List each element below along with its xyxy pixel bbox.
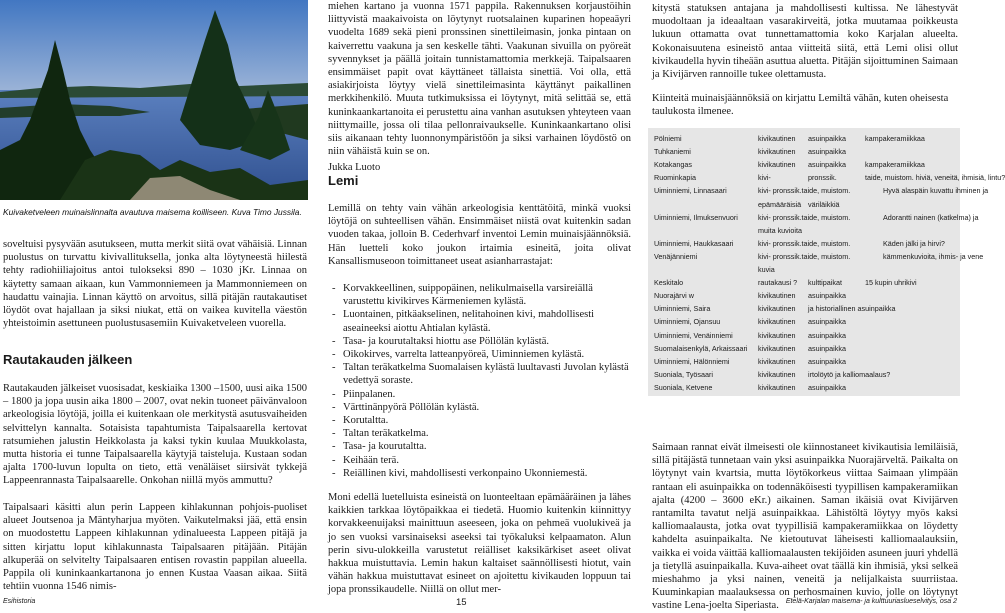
site-name: Ruominkapia bbox=[654, 173, 696, 183]
site-period: kivi- pronssik.taide, muistom. bbox=[758, 186, 851, 196]
footer-publication-title: Etelä-Karjalan maisema- ja kulttuuriaslueselvitys, osa 2 bbox=[785, 598, 957, 605]
site-note: kampakeramiikkaa bbox=[865, 160, 925, 170]
site-period: rautakausi ? bbox=[758, 278, 798, 288]
site-period: epämääräisiä bbox=[758, 199, 802, 209]
author-name: Jukka Luoto bbox=[328, 162, 381, 173]
site-period: kivi- pronssik.taide, muistom. bbox=[758, 238, 851, 248]
list-item bbox=[328, 388, 631, 401]
site-name: Nuorajärvi w bbox=[654, 291, 694, 301]
site-name: Tuhkaniemi bbox=[654, 147, 691, 157]
site-name: Uiminniemi, Ilmuksenvuori bbox=[654, 212, 738, 222]
paragraph: Moni edellä luetelluista esineistä on luonteeltaan epämääräinen ja lähes kaikkien tarkkaa löytöpaikkaa ei tiedetä. Huomio kuitenkin kiinnittyy korvakkeenuijaksi mainittuun aseeseen, joka on pehmeä vuolukiveä ja jo sen vuoksi varsinaiseksi aseeksi tai työkaluksi kelpaamaton. Alun perin sivu-ulokkeilla varustetut reiälliset kaksikärkiset aseet olivat hakkua muistuttavia. Lemin hakun kaltaiset saännöllisesti hiotut, vain vähän hakkua muistuttavat esineet on ajoitettu kivikauden loppuun tai jopa pronssikaudelle. Niillä on ollut mer- bbox=[328, 492, 631, 596]
list-dash: - bbox=[332, 428, 336, 440]
site-period: muita kuvioita bbox=[758, 225, 802, 235]
list-dash: - bbox=[332, 309, 336, 321]
list-item bbox=[328, 440, 631, 453]
site-name: Uiminniemi, Linnasaari bbox=[654, 186, 727, 196]
site-period: kivikautinen bbox=[758, 147, 796, 157]
paragraph: Taipalsaari käsitti alun perin Lappeen kihlakunnan pohjois-puoliset alueet Joutsenoa ja Mäntyharjua myöten. Vaikutelmaksi jää, että ensin on muodostettu Lappeen kihlakunnan ydinalueesta Lappeen pitäjä ja sitten kirjattu loput kihlakunnasta Taipalsaaren pitäjään. Pitäjän alkuperää on selvitelty Taipalsaaren entisen rovastin pappilan alueella. Pappila oli kuninkaankartanona jo ennen Kustaa Vaasan aikaa. Siitä tehtiin vuonna 1546 nimis- bbox=[3, 502, 307, 593]
list-item-text: Tasa- ja kourutaltaksi hiottu ase Pöllölän kylästä. bbox=[343, 335, 550, 347]
list-item-text: Värttinänpyörä Pöllölän kylästä. bbox=[343, 401, 480, 413]
footer-section-name: Esihistoria bbox=[3, 598, 36, 605]
list-item bbox=[328, 401, 631, 414]
site-type: ja historiallinen asuinpaikka bbox=[808, 304, 896, 314]
site-note: Adorantti nainen (katkelma) ja bbox=[883, 212, 979, 222]
site-note: kämmenkuvioita, ihmis- ja vene bbox=[883, 251, 984, 261]
site-type: pronssik. bbox=[808, 173, 837, 183]
site-note: taide, muistom. hiviä, veneitä, ihmisiä, lintu? bbox=[865, 173, 1005, 183]
site-name: Uiminniemi, Saira bbox=[654, 304, 711, 314]
list-dash: - bbox=[332, 467, 336, 479]
site-period: kivikautinen bbox=[758, 291, 796, 301]
site-period: kuvia bbox=[758, 265, 775, 274]
site-period: kivikautinen bbox=[758, 160, 796, 170]
lake-landscape-image bbox=[0, 0, 308, 200]
list-item-text: Taltan teräkatkelma. bbox=[343, 428, 429, 440]
site-type: asuinpaikka bbox=[808, 317, 846, 327]
list-item bbox=[328, 467, 631, 480]
list-item bbox=[328, 348, 631, 361]
list-item bbox=[328, 414, 631, 427]
list-dash: - bbox=[332, 401, 336, 413]
site-type: irtolöytö ja kalliomaalaus? bbox=[808, 369, 891, 379]
site-note: Käden jälki ja hirvi? bbox=[883, 238, 945, 248]
list-item bbox=[328, 427, 631, 440]
site-period: kivikautinen bbox=[758, 369, 796, 379]
list-item bbox=[328, 454, 631, 467]
site-period: kivikautinen bbox=[758, 356, 796, 366]
site-type: asuinpaikka bbox=[808, 356, 846, 366]
site-period: kivikautinen bbox=[758, 382, 796, 392]
paragraph: kitystä statuksen antajana ja mahdollisesti kultissa. Ne lähestyvät muodoltaan ja ideaaltaan vasarakirveitä, jotka muutamaa poikkeusta lukuun ottamatta ovat tunnettamattomia koko Karjalan alueelta. Kokonaisuutena esineistö antaa viitteitä siitä, että Lemi olisi ollut kivikaudella hyvin tiheään asuttua aluetta. Pitäjän sijoittuminen Saimaan ja Kivijärven rannoille tukee olettamusta. bbox=[652, 3, 958, 81]
list-dash: - bbox=[332, 441, 336, 453]
paragraph: Rautakauden jälkeiset vuosisadat, keskiaika 1300 –1500, uusi aika 1500 – 1800 ja jopa uusin aika 1800 – 2007, ovat nekin tuoneet päivänvaloon arkeologisia löytöjä, joilla ei kuitenkaan ole merkitystä asutusvaiheiden selvittelyn kannalta. Sotaisista tapahtumista Taipalsaarella kertovat ratsumiehen jalustin Heikkolasta ja kaksi tykin kuulaa Muukkolasta, mutta historia ei tunne Taipalsaarella käytyjä taisteluja. Kustaan sodan ajalta 1700-luvun lopulta on tieto, että venäläiset siirsivät tykkejä Lappeenrannasta Taipalsaarelle. Onkohan niillä myös ammuttu? bbox=[3, 383, 307, 487]
list-dash: - bbox=[332, 349, 336, 361]
list-item bbox=[328, 308, 631, 334]
findings-list bbox=[328, 282, 631, 480]
paragraph: Kiinteitä muinaisjäännöksiä on kirjattu Lemiltä vähän, kuten oheisesta taulukosta ilmenee. bbox=[652, 93, 949, 118]
site-type: asuinpaikka bbox=[808, 382, 846, 392]
site-name: Suomalaisenkylä, Arkaissaari bbox=[654, 343, 748, 353]
site-period: kivi- pronssik.taide, muistom. bbox=[758, 251, 851, 261]
paragraph: Lemillä on tehty vain vähän arkeologisia kenttätöitä, minkä vuoksi löytöjä on suhteellisen vähän. Ensimmäiset niistä ovat kuitenkin sadan vuoden takaa, jolloin B. Cederhvarf inventoi Lemin muinaisjäännöksiä. Hän luetteli koko joukon irtaimia esineitä, joita olivat Kansallismuseoon toimittaneet useat asianharrastajat: bbox=[328, 203, 631, 267]
list-item-text: Reiällinen kivi, mahdollisesti verkonpaino Ukonniemestä. bbox=[343, 467, 588, 479]
site-note: Hyvä alaspäin kuvattu ihminen ja bbox=[883, 186, 989, 196]
site-name: Venäjänniemi bbox=[654, 251, 698, 261]
site-type: asuinpaikka bbox=[808, 330, 846, 340]
list-item-text: Korvakkeellinen, suippopäinen, nelikulmaisella varsireiällä varustettu kivikirves Kärmeniemen kylästä. bbox=[343, 283, 593, 308]
list-item-text: Tasa- ja kourutaltta. bbox=[343, 441, 427, 453]
site-type: väriläikkiä bbox=[808, 199, 840, 209]
list-item-text: Taltan teräkatkelma Suomalaisen kylästä luultavasti Juvolan kylästä vedettyä soraste. bbox=[343, 362, 629, 387]
site-note: kampakeramiikkaa bbox=[865, 134, 925, 143]
site-name: Suoniala, Ketvene bbox=[654, 382, 713, 392]
list-item bbox=[328, 282, 631, 308]
site-period: kivikautinen bbox=[758, 330, 796, 340]
list-item-text: Keihään terä. bbox=[343, 454, 399, 466]
site-period: kivi- bbox=[758, 173, 771, 183]
list-dash: - bbox=[332, 335, 336, 347]
site-type: asuinpaikka bbox=[808, 343, 846, 353]
site-type: asuinpaikka bbox=[808, 160, 846, 170]
list-dash: - bbox=[332, 388, 336, 400]
section-heading-rautakauden-jalkeen: Rautakauden jälkeen bbox=[3, 352, 133, 367]
photo-caption: Kuivaketveleen muinaislinnalta avautuva maisema koilliseen. Kuva Timo Jussila. bbox=[3, 207, 302, 217]
list-item-text: Korutaltta. bbox=[343, 415, 389, 427]
page-number: 15 bbox=[456, 597, 467, 608]
site-type: asuinpaikka bbox=[808, 291, 846, 301]
site-period: kivikautinen bbox=[758, 343, 796, 353]
site-name: Pölniemi bbox=[654, 134, 682, 143]
site-name: Suoniala, Työsaari bbox=[654, 369, 714, 379]
site-note: 15 kupin uhrikivi bbox=[865, 278, 917, 288]
list-dash: - bbox=[332, 415, 336, 427]
list-item-text: Oikokirves, varrelta latteanpyöreä, Uiminniemen kylästä. bbox=[343, 349, 585, 361]
list-dash: - bbox=[332, 454, 336, 466]
site-name: Uiminniemi, Haukkasaari bbox=[654, 238, 734, 248]
site-period: kivikautinen bbox=[758, 317, 796, 327]
list-item bbox=[328, 335, 631, 348]
list-dash: - bbox=[332, 283, 336, 294]
site-period: kivi- pronssik.taide, muistom. bbox=[758, 212, 851, 222]
site-name: Kotakangas bbox=[654, 160, 692, 170]
site-name: Uiminniemi, Ojansuu bbox=[654, 317, 721, 327]
sites-table bbox=[648, 128, 1005, 396]
site-type: asuinpaikka bbox=[808, 147, 846, 157]
paragraph: soveltuisi pysyvään asutukseen, mutta merkit siitä ovat vähäisiä. Linnan puolustus on turvattu kivivallituksella, jonka alta löytyneestä hiilestä tehty radiohiiliajoitus antoi tulokseksi 890 – 1030 jKr. Linnaa on käytetty samaan aikaan, kun Vammonniemeen ja Mammonniemeen on haudattu vainajia. Linnan käyttö on arvoitus, sillä pitäjän rautakautiset löydöt ovat hajallaan ja siksi niukat, että on vaikea kuvitella väestön yhteistoimin asettuneen puolustusasemiin Kuivaketveleen vuorella. bbox=[3, 239, 307, 330]
site-name: Keskitalo bbox=[654, 278, 684, 288]
paragraph: miehen kartano ja vuonna 1571 pappila. Rakennuksen korjaustöihin liittyvistä maakaivoista on löytynyt ruotsalainen kuparinen hopeaäyri vuodelta 1689 sekä pieni pronssinen sinettileimasin, jonka pintaan on kaiverrettu vaakuna ja sen keskelle tähti. Vaakunan sivuilla on pyöreät syvennykset ja päällä joitain tunnistamattomia merkkejä. Taipalsaaren ensimmäiset papit ovat käyttäneet tällaista sinettiä. Voi olla, että asiakirjoista löytyy vielä sinettileimasinta käyttänyt paikallinen merkkihenkilö. Muuta tutkimuksissa ei löytynyt, mitä selittää se, että kuninkaankartanoita ei perustettu aina vanhan asutuksen yhteyteen vaan niittymaille, jossa oli tilaa pellonraivaukselle. Kuninkaankartano olisi siis aikanaan tehty luonnonympäristöön ja siksi varhainen löydöstö on niin vähäistä kuin se on. bbox=[328, 1, 631, 158]
list-item-text: Luontainen, pitkäakselinen, nelitahoinen kivi, mahdollisesti aseaineeksi aiottu Ahtialan kylästä. bbox=[343, 309, 595, 334]
landscape-photo bbox=[0, 0, 308, 200]
paragraph: Saimaan rannat eivät ilmeisesti ole kiinnostaneet kivikautisia lemiläisiä, sillä pitäjästä tunnetaan vain yksi asuinpaikka Nuorajärveltä. Paikalta on löytynyt vain kvartsia, mutta löytökorkeus viittaa Saimaan ylimpään rantaan eli asuinpaikka on todennäköisesti tyypillisen kampakeramiikan ajalta (4200 – 3600 eKr.) aikainen. Saman ikäisiä ovat Kivijärven rantamilta tavatut neljä asuinpaikkaa. Lähistöltä löytyy myös kaksi kalliomaalausta, jotka ovat tyypillisiä kampakeramiikkaa on löydetty kahdelta asuinpaikalta. Ne kietoutuvat läheisesti kalliomaalauksiin, vaikka ei voida väittää kalliomaalausten tekijöiden asuneen juuri yhdellä ja tietyllä asuinpaikalla. Kuva-aiheet ovat täällä kin ihmisiä, yksi selkeä mieshahmo ja yksi nainen, veneitä ja nelijalkaista suurriistaa. Kuuminkapian maalauksessa on perhosmainen kuvio, jolle on löytynyt vastine Lena-joelta Siperiasta. bbox=[652, 442, 958, 612]
list-item-text: Piinpalanen. bbox=[343, 388, 396, 400]
section-heading-lemi: Lemi bbox=[328, 173, 359, 188]
list-dash: - bbox=[332, 362, 336, 374]
site-period: kivikautinen bbox=[758, 304, 796, 314]
site-type: kulttipaikat bbox=[808, 278, 842, 288]
site-name: Uiminniemi, Hälönniemi bbox=[654, 356, 730, 366]
site-period: kivikautinen bbox=[758, 134, 796, 143]
site-type: asuinpaikka bbox=[808, 134, 846, 143]
list-item bbox=[328, 361, 631, 387]
site-name: Uiminniemi, Venäinniemi bbox=[654, 330, 733, 340]
